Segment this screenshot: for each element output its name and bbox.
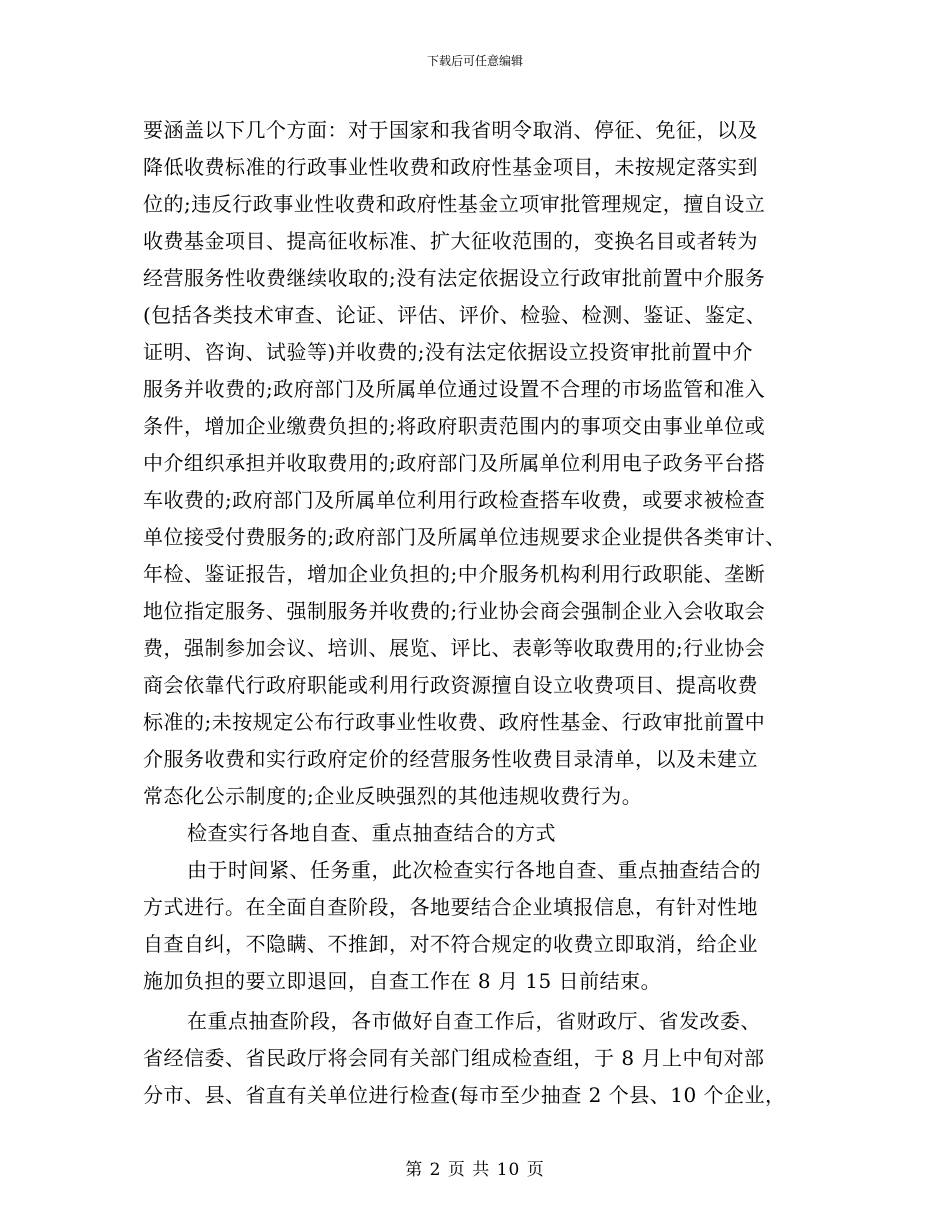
paragraph-line: 要涵盖以下几个方面：对于国家和我省明令取消、停征、免征，以及 <box>143 118 758 142</box>
paragraph-line: 服务并收费的;政府部门及所属单位通过设置不合理的市场监管和准入 <box>143 377 766 401</box>
paragraph-line: 施加负担的要立即退回，自查工作在 8 月 15 日前结束。 <box>143 969 662 993</box>
paragraph-line: 方式进行。在全面自查阶段，各地要结合企业填报信息，有针对性地 <box>143 895 758 919</box>
paragraph-line: 常态化公示制度的;企业反映强烈的其他违规收费行为。 <box>143 784 643 808</box>
paragraph-line: 经营服务性收费继续收取的;没有法定依据设立行政审批前置中介服务 <box>143 266 766 290</box>
paragraph-line: 收费基金项目、提高征收标准、扩大征收范围的，变换名目或者转为 <box>143 229 758 253</box>
paragraph-line: 分市、县、省直有关单位进行检查(每市至少抽查 2 个县、10 个企业， <box>143 1083 786 1107</box>
paragraph-line: 自查自纠，不隐瞒、不推卸，对不符合规定的收费立即取消，给企业 <box>143 932 758 956</box>
paragraph-line: 由于时间紧、任务重，此次检查实行各地自查、重点抽查结合的 <box>187 858 761 882</box>
paragraph-line: 地位指定服务、强制服务并收费的;行业协会商会强制企业入会收取会 <box>143 599 766 623</box>
paragraph-line: 标准的;未按规定公布行政事业性收费、政府性基金、行政审批前置中 <box>143 710 766 734</box>
paragraph-line: 商会依靠代行政府职能或利用行政资源擅自设立收费项目、提高收费 <box>143 673 758 697</box>
paragraph-line: 单位接受付费服务的;政府部门及所属单位违规要求企业提供各类审计、 <box>143 525 786 549</box>
paragraph-line: 降低收费标准的行政事业性收费和政府性基金项目，未按规定落实到 <box>143 155 758 179</box>
paragraph-line: 车收费的;政府部门及所属单位利用行政检查搭车收费，或要求被检查 <box>143 488 766 512</box>
paragraph-line: 位的;违反行政事业性收费和政府性基金立项审批管理规定，擅自设立 <box>143 192 766 216</box>
paragraph-line: 条件，增加企业缴费负担的;将政府职责范围内的事项交由事业单位或 <box>143 414 766 438</box>
paragraph-line: 证明、咨询、试验等)并收费的;没有法定依据设立投资审批前置中介 <box>143 340 754 364</box>
paragraph-line: 省经信委、省民政厅将会同有关部门组成检查组，于 8 月上中旬对部 <box>143 1046 765 1070</box>
paragraph-line: 费，强制参加会议、培训、展览、评比、表彰等收取费用的;行业协会 <box>143 636 766 660</box>
paragraph-line: 年检、鉴证报告，增加企业负担的;中介服务机构利用行政职能、垄断 <box>143 562 766 586</box>
paragraph-line: 介服务收费和实行政府定价的经营服务性收费目录清单，以及未建立 <box>143 747 758 771</box>
paragraph-line: 在重点抽查阶段，各市做好自查工作后，省财政厅、省发改委、 <box>187 1009 761 1033</box>
paragraph-line: 中介组织承担并收取费用的;政府部门及所属单位利用电子政务平台搭 <box>143 451 766 475</box>
document-body <box>143 112 823 1114</box>
page-header: 下载后可任意编辑 <box>426 54 523 68</box>
paragraph-line: (包括各类技术审查、论证、评估、评价、检验、检测、鉴证、鉴定、 <box>143 303 767 327</box>
page-number: 第 2 页 共 10 页 <box>405 1160 545 1180</box>
section-heading: 检查实行各地自查、重点抽查结合的方式 <box>187 821 556 845</box>
